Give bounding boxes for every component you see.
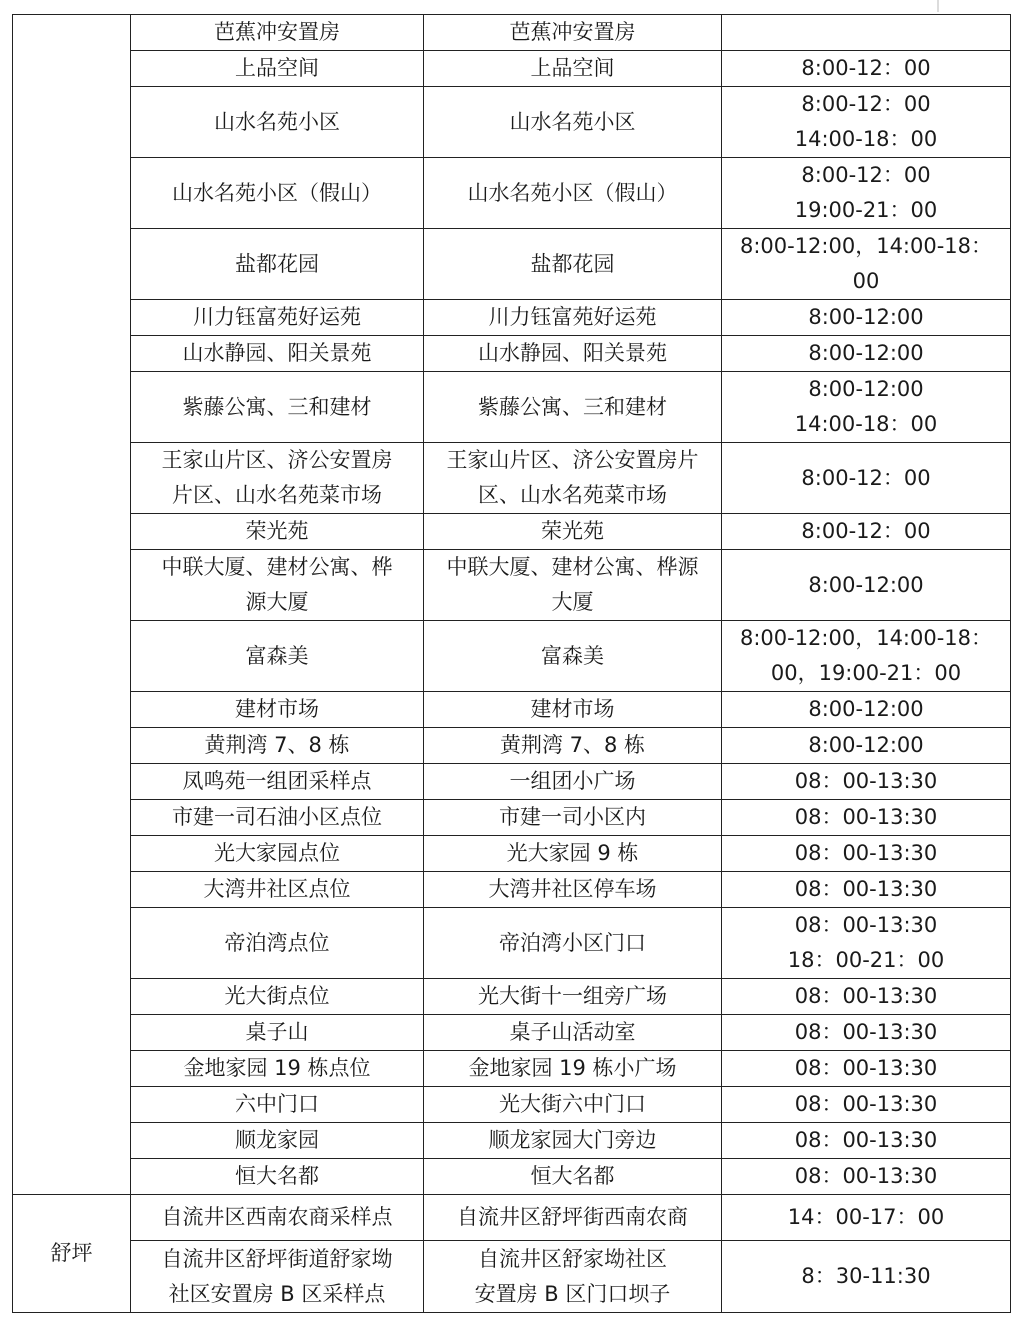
table-row xyxy=(13,836,1011,872)
site-name-cell-line: 社区安置房 B 区采样点 xyxy=(168,1281,386,1306)
area-cell xyxy=(13,1195,131,1313)
site-name-cell-line: 恒大名都 xyxy=(235,1164,319,1188)
site-location-cell-line: 紫藤公寓、三和建材 xyxy=(478,394,667,419)
site-location-cell xyxy=(424,443,722,514)
site-location-cell-line: 川力钰富苑好运苑 xyxy=(488,305,657,329)
service-hours-cell xyxy=(722,800,1011,836)
service-hours-cell-line: 8:00-12:00 xyxy=(808,377,924,401)
site-name-cell xyxy=(131,1241,424,1313)
site-name-cell-line: 片区、山水名苑菜市场 xyxy=(172,483,382,507)
service-hours-cell xyxy=(722,1015,1011,1051)
table-row xyxy=(13,979,1011,1015)
service-hours-cell-line: 08：00-13:30 xyxy=(794,1128,938,1152)
service-hours-cell xyxy=(722,728,1011,764)
site-location-cell xyxy=(424,158,722,229)
site-name-cell xyxy=(131,1159,424,1195)
site-location-cell-line: 自流井区舒家坳社区 xyxy=(478,1246,667,1271)
table-row xyxy=(13,1241,1011,1313)
service-hours-cell xyxy=(722,87,1011,158)
table-row xyxy=(13,372,1011,443)
service-hours-cell xyxy=(722,158,1011,229)
site-name-cell-line: 光大家园点位 xyxy=(214,841,340,865)
service-hours-cell-line: 8：30-11:30 xyxy=(801,1264,931,1288)
site-name-cell-line: 自流井区舒坪街道舒家坳 xyxy=(161,1246,393,1271)
site-location-cell-line: 荣光苑 xyxy=(541,519,604,543)
site-location-cell xyxy=(424,51,722,87)
site-name-cell xyxy=(131,514,424,550)
site-location-cell xyxy=(424,1087,722,1123)
service-hours-cell xyxy=(722,443,1011,514)
site-location-cell-line: 光大街十一组旁广场 xyxy=(478,984,667,1008)
service-hours-cell xyxy=(722,1241,1011,1313)
site-name-cell-line: 上品空间 xyxy=(235,56,319,80)
site-location-cell xyxy=(424,872,722,908)
site-location-cell xyxy=(424,15,722,51)
site-location-cell xyxy=(424,908,722,979)
site-location-cell xyxy=(424,550,722,621)
service-hours-cell-line: 14：00-17：00 xyxy=(787,1205,945,1229)
service-hours-cell xyxy=(722,621,1011,692)
site-name-cell xyxy=(131,336,424,372)
table-row xyxy=(13,1015,1011,1051)
site-location-cell-line: 一组团小广场 xyxy=(509,769,636,793)
site-name-cell xyxy=(131,443,424,514)
service-hours-cell xyxy=(722,229,1011,300)
site-name-cell xyxy=(131,372,424,443)
table-row xyxy=(13,728,1011,764)
site-location-cell-line: 上品空间 xyxy=(530,56,615,80)
site-location-cell-line: 山水名苑小区（假山） xyxy=(467,180,678,205)
service-hours-cell-line: 8:00-12:00 xyxy=(808,572,924,597)
site-location-cell-line: 芭蕉冲安置房 xyxy=(509,20,636,44)
site-name-cell xyxy=(131,1051,424,1087)
service-hours-cell xyxy=(722,51,1011,87)
site-location-cell-line: 山水静园、阳关景苑 xyxy=(478,341,667,365)
site-location-cell xyxy=(424,764,722,800)
site-location-cell xyxy=(424,229,722,300)
site-location-cell-line: 区、山水名苑菜市场 xyxy=(478,483,667,507)
site-name-cell-line: 建材市场 xyxy=(235,697,319,721)
site-location-cell xyxy=(424,836,722,872)
site-location-cell xyxy=(424,87,722,158)
site-name-cell xyxy=(131,550,424,621)
site-location-cell xyxy=(424,300,722,336)
site-location-cell xyxy=(424,1123,722,1159)
site-name-cell-line: 山水静园、阳关景苑 xyxy=(182,341,372,365)
table-row xyxy=(13,15,1011,51)
site-location-cell-line: 山水名苑小区 xyxy=(509,109,636,134)
service-hours-cell xyxy=(722,1087,1011,1123)
service-hours-cell-line: 8:00-12:00，14:00-18： xyxy=(739,626,993,650)
site-name-cell xyxy=(131,979,424,1015)
service-hours-cell xyxy=(722,15,1011,51)
service-hours-cell-line: 08：00-13:30 xyxy=(794,841,938,865)
service-hours-cell xyxy=(722,764,1011,800)
site-location-cell-line: 安置房 B 区门口坝子 xyxy=(474,1281,671,1306)
site-name-cell-line: 自流井区西南农商采样点 xyxy=(161,1205,393,1229)
site-name-cell-line: 富森美 xyxy=(245,643,309,668)
service-hours-cell-line: 08：00-13:30 xyxy=(794,1020,938,1044)
service-hours-cell-line: 14:00-18：00 xyxy=(794,412,938,436)
table-row xyxy=(13,300,1011,336)
site-name-cell xyxy=(131,158,424,229)
table-row xyxy=(13,872,1011,908)
site-name-cell-line: 紫藤公寓、三和建材 xyxy=(182,394,372,419)
service-hours-cell-line: 00，19:00-21：00 xyxy=(770,661,962,685)
site-location-cell-line: 黄荆湾 7、8 栋 xyxy=(499,733,646,757)
page-edge-mark xyxy=(937,0,939,12)
table-row xyxy=(13,1123,1011,1159)
site-name-cell xyxy=(131,621,424,692)
service-hours-cell-line: 08：00-13:30 xyxy=(794,984,938,1008)
table-row xyxy=(13,621,1011,692)
schedule-table-sheet xyxy=(12,14,1010,1329)
table-row xyxy=(13,764,1011,800)
site-location-cell-line: 大湾井社区停车场 xyxy=(488,877,657,901)
site-location-cell-line: 光大街六中门口 xyxy=(499,1092,646,1116)
site-location-cell-line: 大厦 xyxy=(551,590,594,614)
site-location-cell-line: 王家山片区、济公安置房片 xyxy=(446,448,699,472)
site-location-cell xyxy=(424,1015,722,1051)
table-row xyxy=(13,443,1011,514)
service-hours-cell xyxy=(722,872,1011,908)
site-name-cell-line: 芭蕉冲安置房 xyxy=(214,20,340,44)
service-hours-cell xyxy=(722,336,1011,372)
service-hours-cell-line: 8:00-12：00 xyxy=(801,519,931,543)
site-name-cell-line: 六中门口 xyxy=(235,1092,319,1116)
site-location-cell xyxy=(424,514,722,550)
site-name-cell xyxy=(131,87,424,158)
service-hours-cell xyxy=(722,979,1011,1015)
service-hours-cell-line: 08：00-13:30 xyxy=(794,769,938,793)
service-hours-cell xyxy=(722,908,1011,979)
service-hours-cell-line: 8:00-12：00 xyxy=(801,92,931,116)
area-label: 舒坪 xyxy=(50,1241,93,1265)
site-name-cell-line: 桌子山 xyxy=(245,1020,309,1044)
table-row xyxy=(13,908,1011,979)
site-name-cell-line: 盐都花园 xyxy=(235,251,319,276)
service-hours-cell-line: 08：00-13:30 xyxy=(794,1092,938,1116)
site-location-cell xyxy=(424,692,722,728)
site-name-cell xyxy=(131,872,424,908)
table-row xyxy=(13,550,1011,621)
site-name-cell-line: 市建一司石油小区点位 xyxy=(172,805,382,829)
area-cell xyxy=(13,15,131,1195)
site-name-cell-line: 金地家园 19 栋点位 xyxy=(183,1056,371,1080)
table-row xyxy=(13,51,1011,87)
site-name-cell-line: 山水名苑小区 xyxy=(214,109,340,134)
site-location-cell-line: 桌子山活动室 xyxy=(509,1020,636,1044)
site-location-cell xyxy=(424,1159,722,1195)
service-hours-cell xyxy=(722,1051,1011,1087)
site-name-cell-line: 光大街点位 xyxy=(224,984,330,1008)
service-hours-cell xyxy=(722,300,1011,336)
table-row xyxy=(13,800,1011,836)
site-name-cell xyxy=(131,1087,424,1123)
service-hours-cell-line: 14:00-18：00 xyxy=(794,127,938,151)
site-location-cell xyxy=(424,728,722,764)
service-hours-cell-line: 8:00-12：00 xyxy=(801,465,931,490)
service-hours-cell-line: 19:00-21：00 xyxy=(794,198,938,222)
site-location-cell-line: 自流井区舒坪街西南农商 xyxy=(457,1205,688,1229)
service-hours-cell-line: 8:00-12:00 xyxy=(808,305,924,329)
site-location-cell-line: 金地家园 19 栋小广场 xyxy=(468,1056,677,1080)
service-hours-cell xyxy=(722,1195,1011,1241)
service-hours-cell xyxy=(722,514,1011,550)
site-location-cell xyxy=(424,800,722,836)
site-name-cell-line: 源大厦 xyxy=(245,590,309,614)
sampling-site-table xyxy=(12,14,1011,1313)
site-name-cell-line: 黄荆湾 7、8 栋 xyxy=(204,733,350,757)
site-location-cell xyxy=(424,621,722,692)
service-hours-cell xyxy=(722,372,1011,443)
site-name-cell xyxy=(131,51,424,87)
service-hours-cell-line: 8:00-12:00 xyxy=(808,341,924,365)
service-hours-cell xyxy=(722,1159,1011,1195)
service-hours-cell xyxy=(722,550,1011,621)
service-hours-cell-line: 18：00-21：00 xyxy=(787,948,945,972)
site-name-cell xyxy=(131,15,424,51)
service-hours-cell-line: 00 xyxy=(852,269,880,293)
service-hours-cell xyxy=(722,836,1011,872)
table-row xyxy=(13,1051,1011,1087)
site-name-cell xyxy=(131,800,424,836)
service-hours-cell-line: 8:00-12：00 xyxy=(801,163,931,187)
site-location-cell-line: 富森美 xyxy=(541,643,604,668)
table-row xyxy=(13,1195,1011,1241)
site-name-cell-line: 中联大厦、建材公寓、桦 xyxy=(161,555,393,579)
site-name-cell-line: 王家山片区、济公安置房 xyxy=(161,448,393,472)
site-name-cell xyxy=(131,764,424,800)
site-name-cell xyxy=(131,1123,424,1159)
service-hours-cell-line: 8:00-12：00 xyxy=(801,56,931,80)
site-location-cell-line: 市建一司小区内 xyxy=(499,805,646,829)
table-row xyxy=(13,229,1011,300)
site-name-cell-line: 山水名苑小区（假山） xyxy=(172,180,382,205)
service-hours-cell xyxy=(722,692,1011,728)
service-hours-cell-line: 08：00-13:30 xyxy=(794,805,938,829)
site-location-cell xyxy=(424,1241,722,1313)
site-name-cell-line: 帝泊湾点位 xyxy=(224,930,330,955)
site-name-cell xyxy=(131,908,424,979)
site-name-cell xyxy=(131,1015,424,1051)
site-location-cell-line: 顺龙家园大门旁边 xyxy=(488,1128,657,1152)
site-location-cell-line: 恒大名都 xyxy=(530,1164,615,1188)
site-location-cell xyxy=(424,1051,722,1087)
service-hours-cell-line: 8:00-12:00 xyxy=(808,697,924,721)
site-name-cell-line: 顺龙家园 xyxy=(235,1128,319,1152)
site-name-cell-line: 川力钰富苑好运苑 xyxy=(193,305,361,329)
site-location-cell xyxy=(424,1195,722,1241)
site-location-cell-line: 盐都花园 xyxy=(530,251,615,276)
site-name-cell xyxy=(131,229,424,300)
service-hours-cell-line: 08：00-13:30 xyxy=(794,1056,938,1080)
service-hours-cell-line: 08：00-13:30 xyxy=(794,1164,938,1188)
service-hours-cell xyxy=(722,1123,1011,1159)
site-location-cell-line: 建材市场 xyxy=(530,697,615,721)
table-row xyxy=(13,1087,1011,1123)
site-location-cell xyxy=(424,372,722,443)
service-hours-cell-line: 8:00-12:00，14:00-18： xyxy=(739,234,993,258)
site-name-cell xyxy=(131,728,424,764)
table-row xyxy=(13,87,1011,158)
site-location-cell xyxy=(424,336,722,372)
site-location-cell-line: 光大家园 9 栋 xyxy=(506,841,639,865)
table-row xyxy=(13,336,1011,372)
table-row xyxy=(13,1159,1011,1195)
site-name-cell xyxy=(131,692,424,728)
site-name-cell xyxy=(131,836,424,872)
table-row xyxy=(13,692,1011,728)
table-row xyxy=(13,514,1011,550)
site-location-cell xyxy=(424,979,722,1015)
site-name-cell xyxy=(131,300,424,336)
site-name-cell-line: 大湾井社区点位 xyxy=(203,877,351,901)
site-name-cell-line: 凤鸣苑一组团采样点 xyxy=(182,769,372,793)
site-location-cell-line: 帝泊湾小区门口 xyxy=(499,930,646,955)
table-row xyxy=(13,158,1011,229)
site-name-cell xyxy=(131,1195,424,1241)
site-location-cell-line: 中联大厦、建材公寓、桦源 xyxy=(446,555,699,579)
service-hours-cell-line: 8:00-12:00 xyxy=(808,733,924,757)
service-hours-cell-line: 08：00-13:30 xyxy=(794,877,938,901)
site-name-cell-line: 荣光苑 xyxy=(245,519,309,543)
service-hours-cell-line: 08：00-13:30 xyxy=(794,913,938,937)
